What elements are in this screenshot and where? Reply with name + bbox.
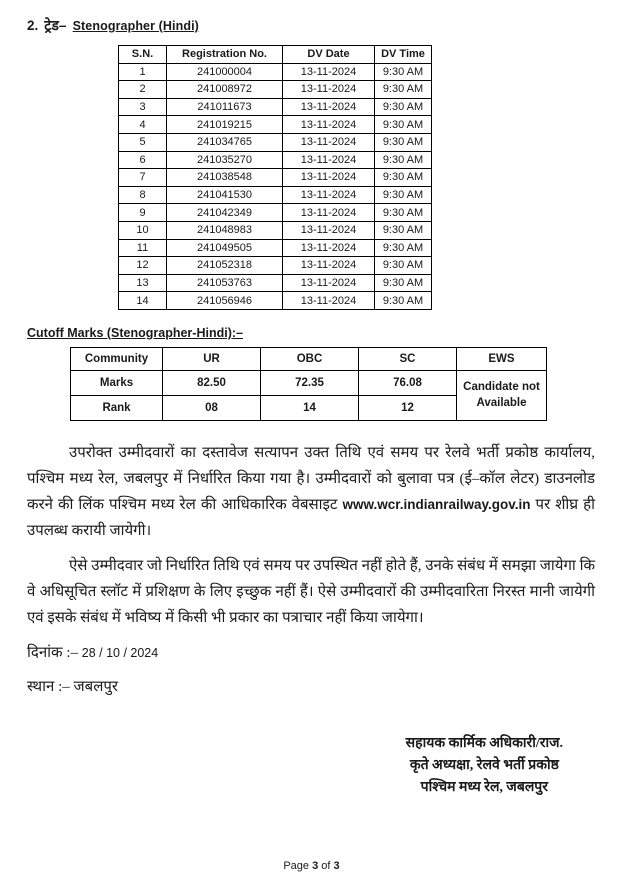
footer-page-number: 3 bbox=[312, 860, 319, 872]
table-row bbox=[119, 257, 432, 275]
dv-date-cell: 13-11-2024 bbox=[283, 186, 375, 204]
sn-cell: 2 bbox=[119, 81, 167, 99]
place-value: जबलपुर bbox=[73, 678, 119, 695]
table-row bbox=[119, 204, 432, 222]
dv-time-cell: 9:30 AM bbox=[375, 81, 432, 99]
table-row bbox=[119, 186, 432, 204]
dv-time-cell: 9:30 AM bbox=[375, 274, 432, 292]
dv-time-cell: 9:30 AM bbox=[375, 221, 432, 239]
table-row bbox=[119, 169, 432, 187]
sn-cell: 14 bbox=[119, 292, 167, 310]
cutoff-header-ur: UR bbox=[163, 347, 261, 370]
signatory-organisation: पश्चिम मध्य रेल, जबलपुर bbox=[420, 779, 548, 795]
registration-cell: 241056946 bbox=[167, 292, 283, 310]
table-row bbox=[119, 81, 432, 99]
marks-label: Marks bbox=[71, 370, 163, 395]
sn-cell: 9 bbox=[119, 204, 167, 222]
signatory-designation: सहायक कार्मिक अधिकारी/राज. bbox=[405, 735, 563, 751]
signatory-on-behalf: कृते अध्यक्षा, रेलवे भर्ती प्रकोष्ठ bbox=[409, 757, 559, 773]
dv-date-cell: 13-11-2024 bbox=[283, 133, 375, 151]
dv-date-cell: 13-11-2024 bbox=[283, 98, 375, 116]
table-row bbox=[119, 274, 432, 292]
dv-table-header-row bbox=[119, 46, 432, 64]
rank-label: Rank bbox=[71, 395, 163, 420]
footer-page-label: Page bbox=[283, 860, 310, 872]
sn-cell: 11 bbox=[119, 239, 167, 257]
website-url-text: www.wcr.indianrailway.gov.in bbox=[342, 496, 531, 512]
sn-cell: 1 bbox=[119, 63, 167, 81]
dv-date-cell: 13-11-2024 bbox=[283, 116, 375, 134]
table-row bbox=[119, 133, 432, 151]
place-line bbox=[27, 675, 595, 699]
dv-time-cell: 9:30 AM bbox=[375, 186, 432, 204]
dv-date-cell: 13-11-2024 bbox=[283, 257, 375, 275]
cutoff-header-community: Community bbox=[71, 347, 163, 370]
col-header-sn: S.N. bbox=[119, 46, 167, 64]
registration-cell: 241034765 bbox=[167, 133, 283, 151]
dv-time-cell: 9:30 AM bbox=[375, 63, 432, 81]
registration-cell: 241000004 bbox=[167, 63, 283, 81]
sn-cell: 6 bbox=[119, 151, 167, 169]
registration-cell: 241008972 bbox=[167, 81, 283, 99]
col-header-registration: Registration No. bbox=[167, 46, 283, 64]
dv-time-cell: 9:30 AM bbox=[375, 204, 432, 222]
cutoff-marks-table bbox=[70, 347, 547, 421]
registration-cell: 241053763 bbox=[167, 274, 283, 292]
cutoff-header-sc: SC bbox=[359, 347, 457, 370]
cutoff-header-obc: OBC bbox=[261, 347, 359, 370]
dv-date-cell: 13-11-2024 bbox=[283, 204, 375, 222]
dv-date-cell: 13-11-2024 bbox=[283, 292, 375, 310]
notice-paragraph-2: ऐसे उम्मीदवार जो निर्धारित तिथि एवं समय पर उपस्थित नहीं होते हैं, उनके संबंध में समझा जायेगा कि वे अधिसूचित स्लॉट में प्रशिक्षण के लिए इच्छुक नहीं हैं। ऐसे उम्मीदवारों की उम्मीदवारिता निरस्त मानी जायेगी एवं इसके संबंध में भविष्य में किसी भी प्रकार का पत्राचार नहीं किया जायेगा। bbox=[27, 557, 595, 626]
dv-time-cell: 9:30 AM bbox=[375, 169, 432, 187]
table-row bbox=[119, 116, 432, 134]
dv-time-cell: 9:30 AM bbox=[375, 151, 432, 169]
dv-time-cell: 9:30 AM bbox=[375, 239, 432, 257]
dv-time-cell: 9:30 AM bbox=[375, 133, 432, 151]
dv-date-cell: 13-11-2024 bbox=[283, 169, 375, 187]
place-label: स्थान :– bbox=[27, 678, 70, 695]
cutoff-title: Cutoff Marks (Stenographer-Hindi):– bbox=[27, 325, 243, 340]
registration-cell: 241011673 bbox=[167, 98, 283, 116]
date-value: 28 / 10 / 2024 bbox=[81, 645, 159, 660]
table-row bbox=[119, 221, 432, 239]
date-label: दिनांक :– bbox=[27, 644, 78, 661]
dv-schedule-table bbox=[118, 45, 432, 310]
footer-of-label: of bbox=[321, 860, 331, 872]
dv-date-cell: 13-11-2024 bbox=[283, 274, 375, 292]
sn-cell: 12 bbox=[119, 257, 167, 275]
cutoff-header-ews: EWS bbox=[457, 347, 547, 370]
date-line bbox=[27, 641, 595, 665]
table-row bbox=[119, 239, 432, 257]
table-row bbox=[119, 292, 432, 310]
marks-obc: 72.35 bbox=[261, 370, 359, 395]
dv-time-cell: 9:30 AM bbox=[375, 292, 432, 310]
dv-table-body bbox=[119, 63, 432, 309]
dv-date-cell: 13-11-2024 bbox=[283, 239, 375, 257]
table-row bbox=[119, 63, 432, 81]
sn-cell: 4 bbox=[119, 116, 167, 134]
sn-cell: 5 bbox=[119, 133, 167, 151]
section-heading bbox=[27, 16, 595, 35]
paragraph-1-tail: पर शीघ्र ही उपलब्ध करायी जायेगी। bbox=[27, 496, 595, 539]
page-footer bbox=[0, 860, 623, 872]
notice-paragraph-1 bbox=[27, 440, 595, 544]
sn-cell: 13 bbox=[119, 274, 167, 292]
dv-date-cell: 13-11-2024 bbox=[283, 81, 375, 99]
trade-label: ट्रेड– bbox=[44, 17, 67, 33]
table-row bbox=[119, 98, 432, 116]
col-header-dv-date: DV Date bbox=[283, 46, 375, 64]
registration-cell: 241041530 bbox=[167, 186, 283, 204]
registration-cell: 241042349 bbox=[167, 204, 283, 222]
ews-note: Candidate not Available bbox=[457, 370, 547, 420]
dv-date-cell: 13-11-2024 bbox=[283, 63, 375, 81]
rank-obc: 14 bbox=[261, 395, 359, 420]
dv-time-cell: 9:30 AM bbox=[375, 257, 432, 275]
signature-block-wrap bbox=[27, 733, 595, 799]
dv-date-cell: 13-11-2024 bbox=[283, 221, 375, 239]
col-header-dv-time: DV Time bbox=[375, 46, 432, 64]
sn-cell: 8 bbox=[119, 186, 167, 204]
sn-cell: 3 bbox=[119, 98, 167, 116]
registration-cell: 241019215 bbox=[167, 116, 283, 134]
cutoff-header-row bbox=[71, 347, 547, 370]
dv-time-cell: 9:30 AM bbox=[375, 116, 432, 134]
registration-cell: 241035270 bbox=[167, 151, 283, 169]
paragraph-1-text: उपरोक्त उम्मीदवारों का दस्तावेज सत्यापन उक्त तिथि एवं समय पर रेलवे भर्ती प्रकोष्ठ कार्यालय, पश्चिम मध्य रेल, जबलपुर में निर्धारित किया गया है। उम्मीदवारों को बुलावा पत्र (ई–कॉल लेटर) डाउनलोड करने की लिंक पश्चिम मध्य रेल की आधिकारिक वेबसाइट bbox=[27, 444, 595, 513]
rank-ur: 08 bbox=[163, 395, 261, 420]
table-row bbox=[119, 151, 432, 169]
sn-cell: 7 bbox=[119, 169, 167, 187]
dv-time-cell: 9:30 AM bbox=[375, 98, 432, 116]
sn-cell: 10 bbox=[119, 221, 167, 239]
marks-sc: 76.08 bbox=[359, 370, 457, 395]
registration-cell: 241049505 bbox=[167, 239, 283, 257]
dv-date-cell: 13-11-2024 bbox=[283, 151, 375, 169]
marks-ur: 82.50 bbox=[163, 370, 261, 395]
section-number: 2. bbox=[27, 18, 39, 33]
signature-block bbox=[406, 733, 563, 799]
registration-cell: 241038548 bbox=[167, 169, 283, 187]
registration-cell: 241052318 bbox=[167, 257, 283, 275]
cutoff-marks-row bbox=[71, 370, 547, 395]
trade-title: Stenographer (Hindi) bbox=[72, 19, 199, 33]
registration-cell: 241048983 bbox=[167, 221, 283, 239]
footer-total-pages: 3 bbox=[333, 860, 340, 872]
rank-sc: 12 bbox=[359, 395, 457, 420]
